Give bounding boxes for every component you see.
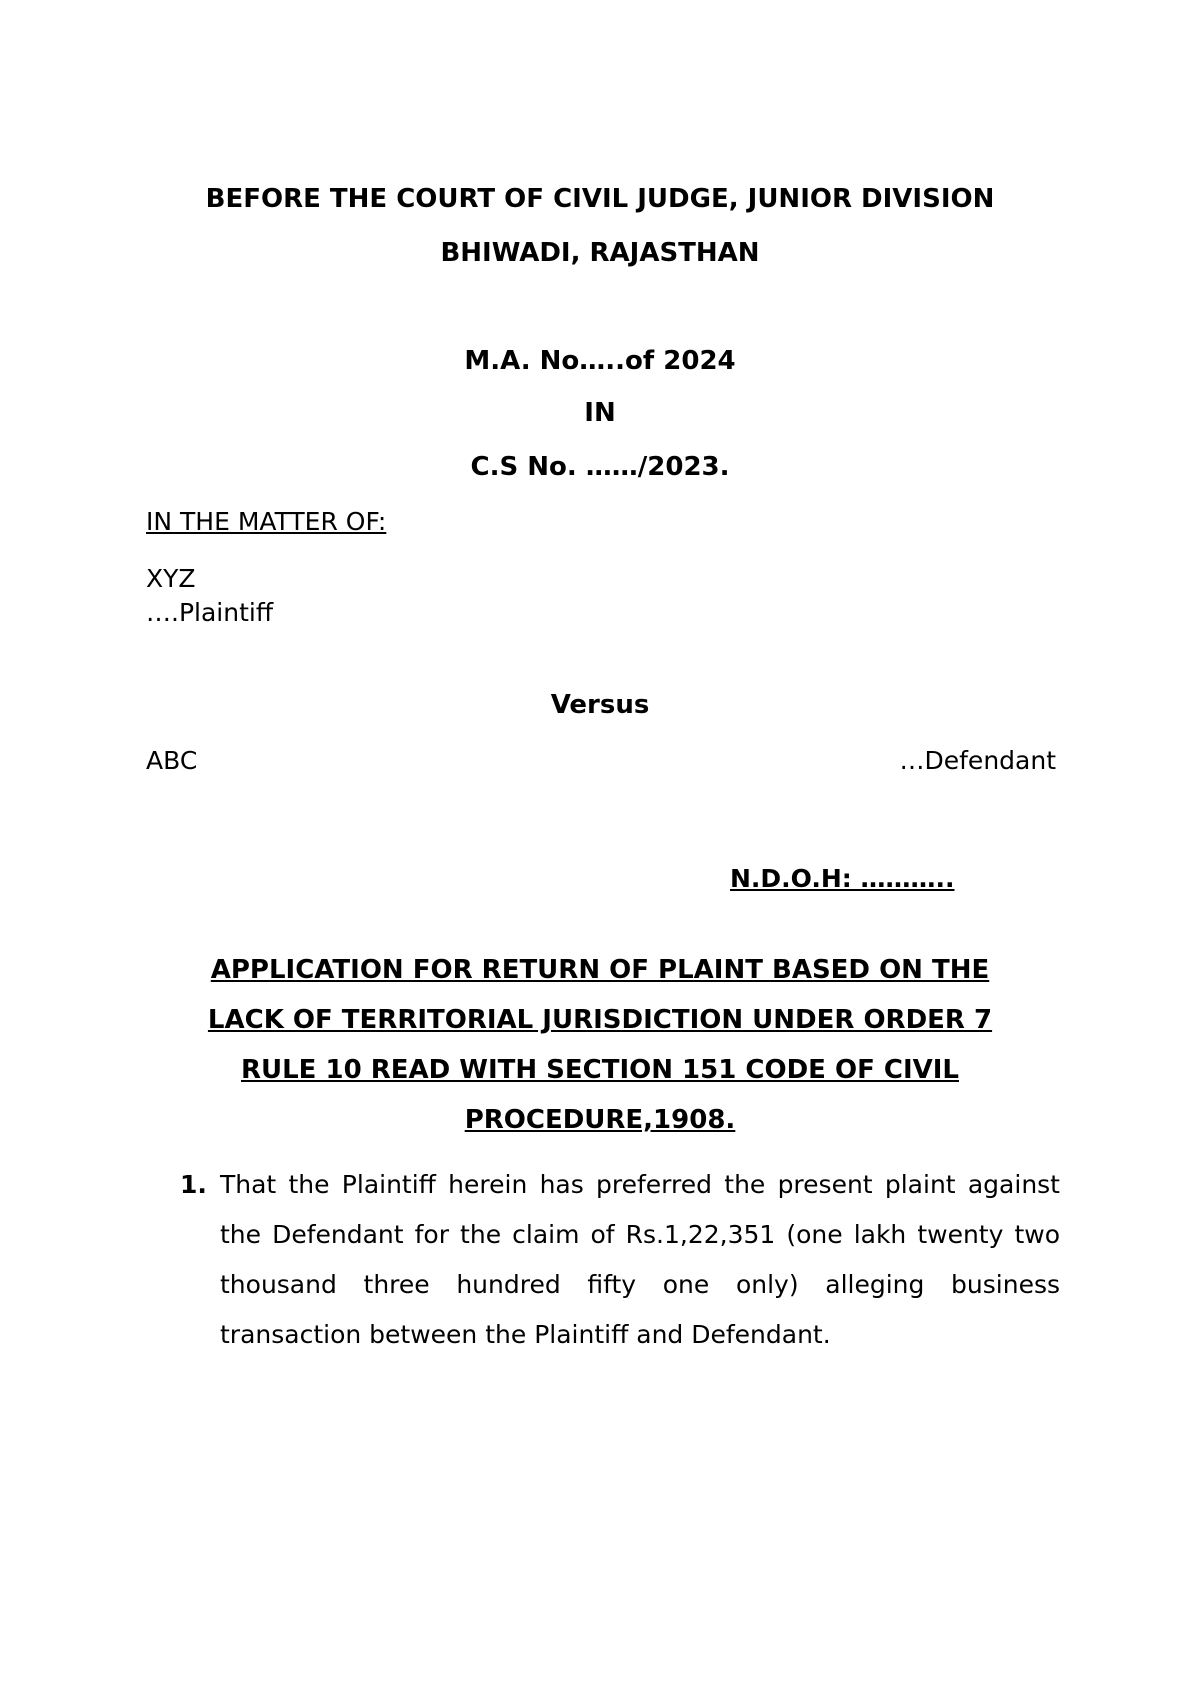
application-title: [150, 945, 1050, 1145]
in-label: IN: [584, 398, 616, 428]
court-heading-line-2: BHIWADI, RAJASTHAN: [440, 238, 760, 268]
application-title-line: LACK OF TERRITORIAL JURISDICTION UNDER ORDER 7: [207, 1005, 993, 1035]
in-the-matter-heading: IN THE MATTER OF:: [146, 507, 387, 536]
paragraph-number: 1.: [180, 1170, 207, 1199]
defendant-label: …Defendant: [899, 746, 1056, 775]
defendant-name: ABC: [146, 746, 198, 775]
ma-number: M.A. No…..of 2024: [464, 346, 736, 376]
cs-number: C.S No. ……/2023.: [470, 452, 730, 482]
application-title-line: APPLICATION FOR RETURN OF PLAINT BASED ON THE: [210, 955, 990, 985]
application-title-line: PROCEDURE,1908.: [464, 1105, 736, 1135]
court-heading-line-1: BEFORE THE COURT OF CIVIL JUDGE, JUNIOR DIVISION: [205, 184, 995, 214]
versus-label: Versus: [550, 690, 650, 720]
plaintiff-name: XYZ: [146, 564, 196, 593]
plaintiff-label: ….Plaintiff: [146, 598, 274, 627]
ndoh-label: N.D.O.H: ………..: [730, 864, 955, 893]
application-title-line: RULE 10 READ WITH SECTION 151 CODE OF CIVIL: [240, 1055, 959, 1085]
paragraph-text: That the Plaintiff herein has preferred the present plaint against the Defendant for the claim of Rs.1,22,351 (one lakh twenty two thousand three hundred fifty one only) alleging business transaction between the Plaintiff and Defendant.: [220, 1170, 1060, 1349]
